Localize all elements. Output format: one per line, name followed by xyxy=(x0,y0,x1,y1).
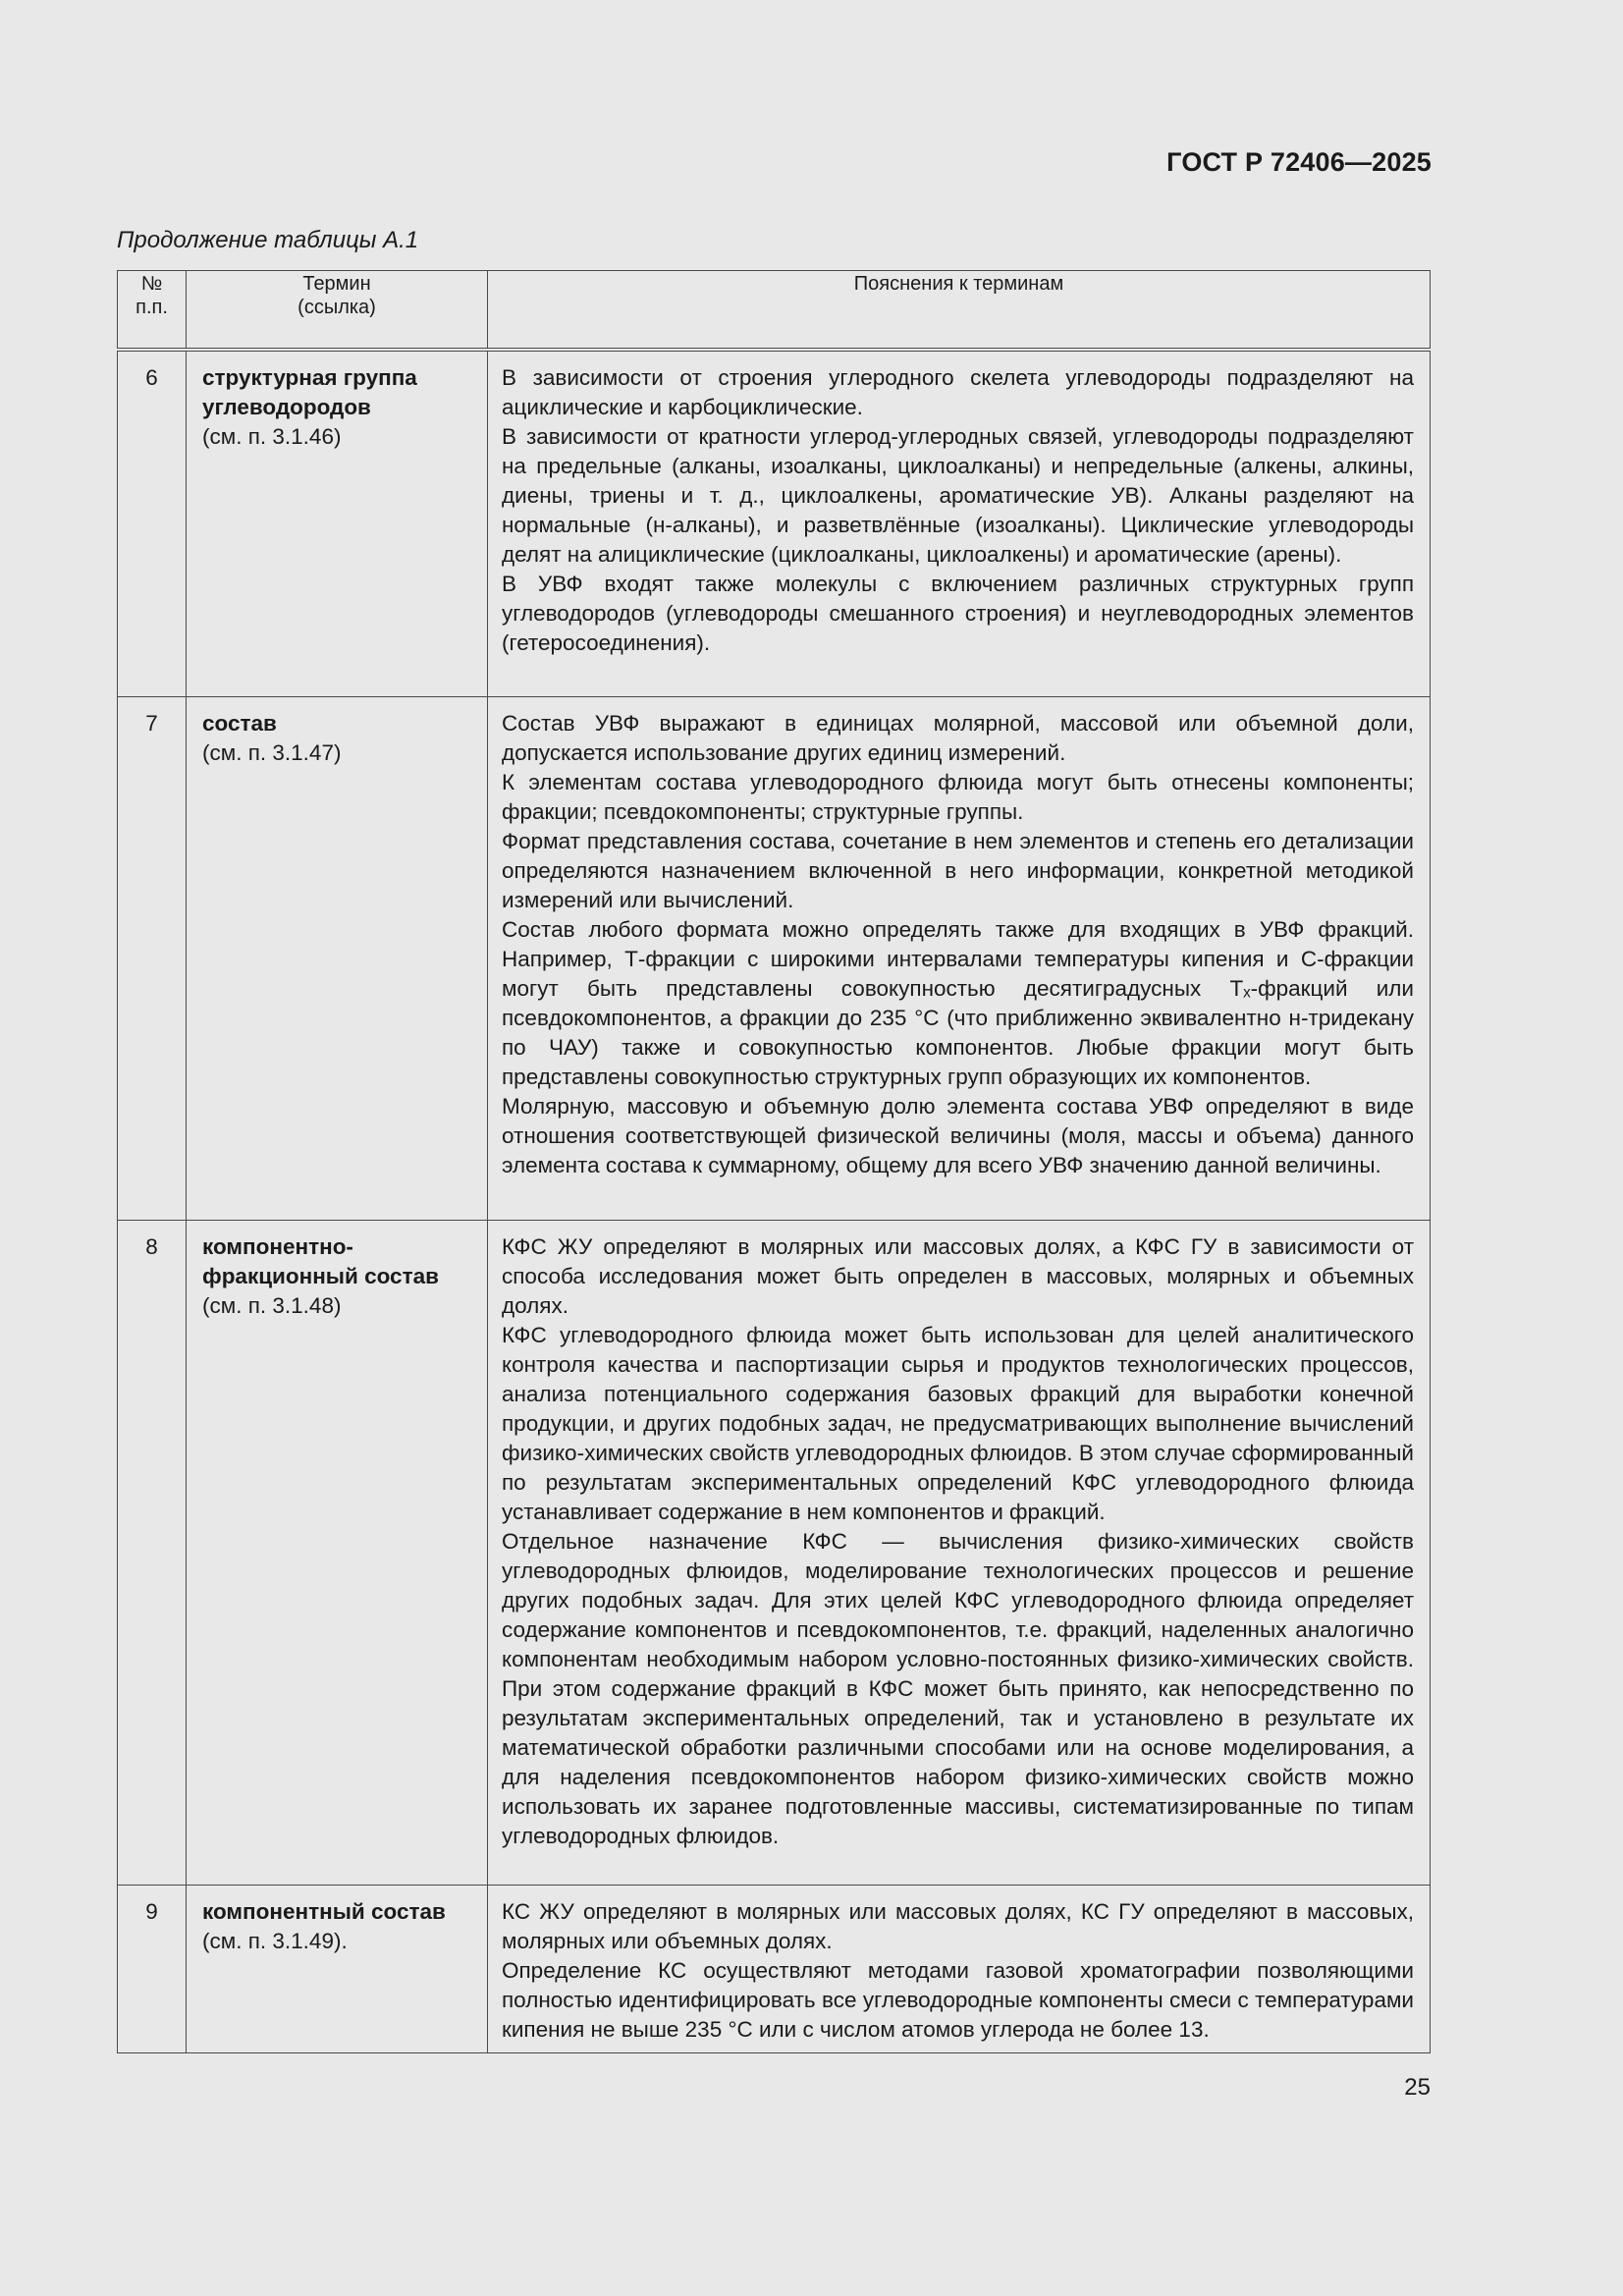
page-number: 25 xyxy=(1404,2074,1431,2101)
term-reference: (см. п. 3.1.47) xyxy=(202,739,342,765)
explanation-paragraph: КФС углеводородного флюида может быть использован для целей аналитического контроля качества и паспортизации сырья и продуктов технологических процессов, анализа потенциального содержания базовых фракций для выработки конечной продукции, и других подобных задач, не предусматривающих выполнение вычислений физико-химических свойств углеводородных флюидов. В этом случае сформированный по результатам экспериментальных определений КФС углеводородного флюида устанавливает содержание в нем компонентов и фракций. xyxy=(502,1322,1414,1524)
column-header-num xyxy=(118,271,187,351)
explanation-paragraph: Состав любого формата можно определять также для входящих в УВФ фракций. Например, Т-фракции с широкими интервалами температуры кипения и С-фракции могут быть представлены совокупностью десятиградусных Tₓ-фракций или псевдокомпонентов, а фракции до 235 °С (что приближенно эквивалентно н-тридекану по ЧАУ) также и совокупностью компонентов. Любые фракции могут быть представлены совокупностью структурных групп образующих их компонентов. xyxy=(502,916,1414,1089)
explanation-paragraph: Молярную, массовую и объемную долю элемента состава УВФ определяют в виде отношения соответствующей физической величины (моля, массы и объема) данного элемента состава к суммарному, общему для всего УВФ значению данной величины. xyxy=(502,1093,1414,1177)
explanation-paragraph: В зависимости от строения углеродного скелета углеводороды подразделяют на ациклические и карбоциклические. xyxy=(502,365,1414,419)
explanation-paragraph: КФС ЖУ определяют в молярных или массовых долях, а КФС ГУ в зависимости от способа исследования может быть определен в массовых, молярных и объемных долях. xyxy=(502,1233,1414,1318)
row-number: 9 xyxy=(118,1885,187,2052)
term-cell xyxy=(187,1220,488,1885)
terms-table xyxy=(117,270,1431,2053)
term-name: состав xyxy=(202,710,277,736)
term-cell xyxy=(187,1885,488,2052)
term-cell xyxy=(187,696,488,1220)
table-row xyxy=(118,1220,1431,1885)
document-code: ГОСТ Р 72406—2025 xyxy=(1166,147,1432,177)
explanation-paragraph: Формат представления состава, сочетание в нем элементов и степень его детализации определяются назначением включенной в него информации, конкретной методикой измерений или вычислений. xyxy=(502,828,1414,912)
explanation-paragraph: В зависимости от кратности углерод-углеродных связей, углеводороды подразделяют на предельные (алканы, изоалканы, циклоалканы) и непредельные (алкены, алкины, диены, триены и т. д., циклоалкены, ароматические УВ). Алканы разделяют на нормальные (н-алканы), и разветвлённые (изоалканы). Циклические углеводороды делят на алициклические (циклоалканы, циклоалкены) и ароматические (арены). xyxy=(502,424,1414,567)
explanation-cell xyxy=(488,1885,1431,2052)
explanation-cell xyxy=(488,1220,1431,1885)
column-header-explanation: Пояснения к терминам xyxy=(488,271,1431,351)
row-number: 6 xyxy=(118,350,187,696)
explanation-paragraph: Состав УВФ выражают в единицах молярной, массовой или объемной доли, допускается использование других единиц измерений. xyxy=(502,710,1414,765)
explanation-cell xyxy=(488,696,1431,1220)
term-reference: (см. п. 3.1.46) xyxy=(202,424,342,449)
term-name: компонентно-фракционный состав xyxy=(202,1233,439,1288)
term-cell xyxy=(187,350,488,696)
explanation-paragraph: К элементам состава углеводородного флюида могут быть отнесены компоненты; фракции; псевдокомпоненты; структурные группы. xyxy=(502,769,1414,824)
column-header-num-text: № п.п. xyxy=(135,273,168,318)
table-caption: Продолжение таблицы А.1 xyxy=(117,227,419,253)
explanation-cell xyxy=(488,350,1431,696)
table-row xyxy=(118,696,1431,1220)
term-name: структурная группа углеводородов xyxy=(202,365,417,419)
table-row xyxy=(118,1885,1431,2052)
explanation-paragraph: Отдельное назначение КФС — вычисления физико-химических свойств углеводородных флюидов, моделирование технологических процессов и решение других подобных задач. Для этих целей КФС углеводородного флюида определяет содержание компонентов и псевдокомпонентов, т.е. фракций, наделенных аналогично компонентам необходимым набором условно-постоянных физико-химических свойств. При этом содержание фракций в КФС может быть принято, как непосредственно по результатам экспериментальных определений, так и установлено в результате их математической обработки различными способами или на основе моделирования, а для наделения псевдокомпонентов набором физико-химических свойств можно использовать их заранее подготовленные массивы, систематизированные по типам углеводородных флюидов. xyxy=(502,1528,1414,1848)
term-name: компонентный состав xyxy=(202,1898,446,1924)
term-reference: (см. п. 3.1.49). xyxy=(202,1928,348,1953)
explanation-paragraph: Определение КС осуществляют методами газовой хроматографии позволяющими полностью идентифицировать все углеводородные компоненты смеси с температурами кипения не выше 235 °С или с числом атомов углерода не более 13. xyxy=(502,1957,1414,2042)
column-header-term-text: Термин (ссылка) xyxy=(298,273,376,318)
table-header-row xyxy=(118,271,1431,351)
explanation-paragraph: КС ЖУ определяют в молярных или массовых долях, КС ГУ определяют в массовых, молярных или объемных долях. xyxy=(502,1898,1414,1953)
column-header-term xyxy=(187,271,488,351)
row-number: 8 xyxy=(118,1220,187,1885)
term-reference: (см. п. 3.1.48) xyxy=(202,1292,342,1318)
row-number: 7 xyxy=(118,696,187,1220)
table-row xyxy=(118,350,1431,696)
explanation-paragraph: В УВФ входят также молекулы с включением различных структурных групп углеводородов (углеводороды смешанного строения) и неуглеводородных элементов (гетеросоединения). xyxy=(502,572,1414,655)
